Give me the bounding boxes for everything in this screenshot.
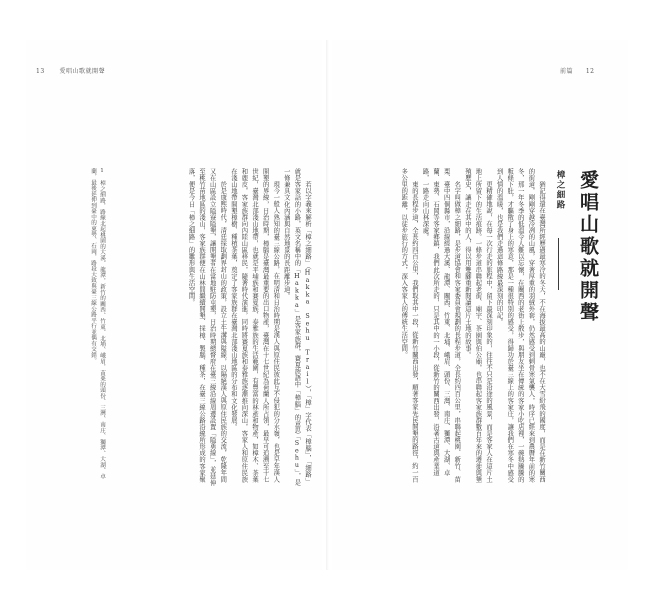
book-gutter [326, 40, 329, 570]
left-running-title: 愛唱山歌就開聲 [59, 68, 105, 75]
left-running-head [36, 66, 105, 75]
right-paragraph: 更精確地說，在每一次行走的旅程中，留下最深刻印象的，往往不只是沿途的風景，而是客家人在這片土地上所留下的生活痕跡。一條步道串聯起老街、廟宇、茶園與伯公廟，也串聯起客家族群數百年來的遷徙與墾殖歷史，讓走在其中的人，得以用雙腳重新閱讀這片土地的故事。 [463, 168, 493, 483]
right-paragraph: 東的長程步道，全長約四百公里，我們取其中一段，從新竹關西出發，順著客家先民開墾的路徑，約一百多公里的距離，以徒步旅行的方式，深入客家人的傳統生活空間。 [400, 168, 418, 482]
left-paragraph: 現今一般人熟知的臺三線公路，在明清和日治時期是漢人與原住民彼此互不侵犯的分水嶺，也是早年漢人開墾的界線，日治時期，樟腦是臺灣最重要的出口物產，臺灣在十七世紀為荷蘭人所占領，最早可追溯至十七世紀，臺灣北部淺山地帶，也就是平埔族和賽夏族、泰雅族的生活範圍，有豐富的林產和物產，如樟木、茶葉和鹿皮，客家族群向內陸山區移民，隨著時代演進，同時將賽夏族和泰雅族逐漸推向深山，客家人和原住民族在淺山地帶開墾樟樹、種植茶葉，奠定了客家族群在臺灣北部淺山地區的分布和文化發展。 [229, 168, 280, 483]
left-paragraph: 若以字義來解析「樟之細路」（Hakka Sehu Trail），「樟」字代表「樟腦」，「細路」就是客家話的小路，英文名稱中的「Hakka」是客家族群，賽夏族語中「樟腦」的意思「Sehu」，是一條兼具文化內涵與自然地景的長距離步道。 [282, 168, 311, 486]
left-footnote [62, 168, 106, 488]
right-running-head [560, 66, 595, 75]
right-body-text [346, 168, 546, 488]
chapter-subtitle: 樟之細路 [555, 170, 565, 210]
right-paragraph: 名字叫做樟之細路，是步道協會和客家委員會規劃的長程步道，全長約四百公里，串聯起桃園、新竹、苗栗、臺中四個縣市，沿線經過大溪、龍潭、關西、竹東、北埔、峨眉、頭份、三灣、南庄、獅潭、大湖、卓蘭、東勢、石岡等客家鄉鎮，我們此次所走的，只是其中的一小段，從新竹的關西出發，沿著古道與產業道路，一路走向山林深處。 [421, 168, 461, 482]
right-page-number: 12 [585, 68, 595, 75]
left-paragraph: 於是康熙時代，清廷採取劃界封山的政策，設立土牛溝與隘線，以隔絕漢人與原住民族的交流，乾隆年間又在山區設立隘寮隘墾，讓開墾者在當地駐防屯墾，日治時期總督府在臺三線沿線周邊設置「隘勇線」，並延伸至桃竹苗地區的淺山，客家族群便在山林間繼續開墾、採樟、製腦、種茶，在臺三線公路沿線所形成的客家聚落，便是今日「樟之細路」的雛形與生活空間。 [187, 168, 227, 486]
left-page-number: 13 [36, 68, 45, 75]
right-paragraph: 猶記得還在臺灣所經歷過最寒冷的冬天，不在海拔最高的山巔，也不在大雪紛飛的國度，而是在新竹關西的街道，剛剛穿越冷冽的山風，穿著厚重的羽絨外套，仍然感受到刺骨寒氣襲人，時序已經來到農曆年前的寒冬，那一年冬季的低溫令人難以忘懷，在關西的老街上散步，與朋友坐在傳統的客家小吃店裡，一碗熱騰騰的粄條下肚，才驅散了身上的寒意，那是一種很特別的感受，得歸功於臺三線上的客家庄，讓我們在寒冬中感受到人情的溫暖，也是我們走過這條路線最深刻的印記。 [495, 168, 545, 483]
chapter-title: 愛唱山歌就開聲 [577, 170, 599, 324]
right-running-title: 前篇 [560, 68, 574, 75]
footnote-text: 1 樟之細路，路線北起桃園的大溪、龍潭，新竹的關西、竹東、北埔、峨眉，苗栗的頭份、三灣、南庄、獅潭、大湖、卓蘭，最後延伸到臺中的東勢、石岡，路段大致與臺三線公路平行並偶有交錯。 [90, 168, 105, 480]
chapter-subtitle-rule [558, 238, 559, 290]
left-body-text [116, 168, 312, 488]
